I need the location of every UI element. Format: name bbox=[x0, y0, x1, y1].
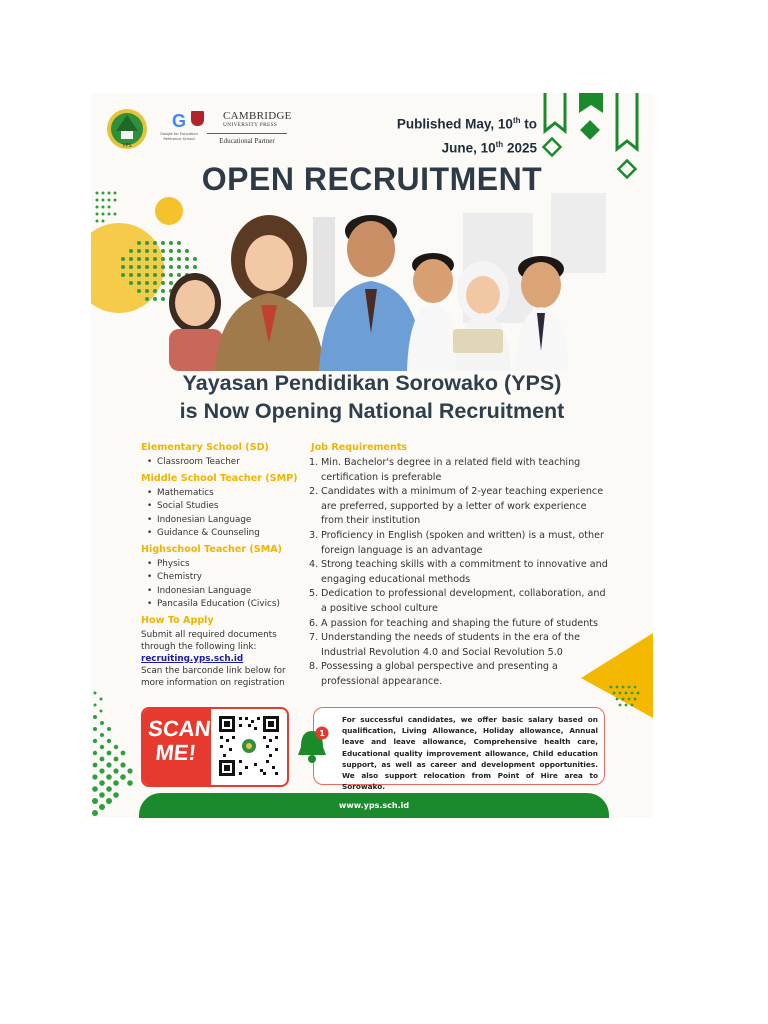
sma-list bbox=[141, 558, 306, 612]
benefits-box bbox=[313, 707, 605, 792]
list-item: • Guidance & Counseling bbox=[147, 527, 306, 541]
yps-title-line1: Yayasan Pendidikan Sorowako (YPS) bbox=[182, 371, 562, 395]
list-item: • Social Studies bbox=[147, 500, 306, 514]
requirement-item: 4. Strong teaching skills with a commitment to innovative and engaging educational methods bbox=[309, 559, 608, 585]
bell-badge: 1 bbox=[319, 729, 325, 738]
scan-me-box[interactable] bbox=[141, 707, 289, 787]
positions-column bbox=[141, 439, 306, 689]
list-item: • Indonesian Language bbox=[147, 514, 306, 528]
cambridge-logo bbox=[207, 111, 297, 145]
list-item: • Physics bbox=[147, 558, 306, 572]
qr-code-icon[interactable] bbox=[217, 714, 281, 778]
list-item: • Indonesian Language bbox=[147, 585, 306, 599]
requirement-item: 1. Min. Bachelor's degree in a related field with teaching certification is preferable bbox=[309, 457, 581, 483]
smp-heading: Middle School Teacher (SMP) bbox=[141, 472, 298, 484]
requirement-item: 7. Understanding the needs of students in the era of the Industrial Revolution 4.0 and Social Revolution 5.0 bbox=[309, 632, 580, 658]
cambridge-partner: Educational Partner bbox=[207, 133, 287, 145]
scan-instructions: Scan the barconde link below for more information on registration bbox=[141, 665, 286, 688]
list-item: • Pancasila Education (Civics) bbox=[147, 598, 306, 612]
bell-notification-icon bbox=[295, 725, 329, 765]
list-item: • Classroom Teacher bbox=[147, 456, 306, 470]
published-date: Published May, 10th to June, 10th 2025 bbox=[396, 116, 537, 155]
requirement-item: 2. Candidates with a minimum of 2-year teaching experience are preferred, supported by a letter of work experience from their institution bbox=[309, 486, 604, 527]
open-recruitment-headline: OPEN RECRUITMENT bbox=[201, 161, 543, 197]
students-teachers-illustration bbox=[91, 193, 653, 371]
benefits-text: For successful candidates, we offer basic salary based on qualification, Living Allowance, Holiday allowance, Annual leave and leave allowance, Comprehensive health care, Educational quality improvement allowance, Child education support, as well as career and development opportunities. We also support relocation from Point of Hire area to Sorowako. bbox=[342, 715, 598, 792]
list-item: • Mathematics bbox=[147, 487, 306, 501]
requirements-column bbox=[311, 439, 611, 690]
recruitment-poster bbox=[91, 93, 653, 818]
website-url[interactable]: www.yps.sch.id bbox=[338, 801, 410, 810]
scan-me-text: SCAN ME! bbox=[147, 716, 212, 765]
scan-me-label-bg bbox=[143, 709, 211, 785]
how-to-apply-heading: How To Apply bbox=[141, 614, 214, 626]
recruiting-link[interactable]: recruiting.yps.sch.id bbox=[141, 653, 244, 664]
requirement-item: 8. Possessing a global perspective and presenting a professional appearance. bbox=[309, 661, 558, 687]
cambridge-shield-icon bbox=[191, 111, 204, 126]
cambridge-subtitle: UNIVERSITY PRESS bbox=[223, 122, 278, 128]
footer-bar bbox=[139, 793, 609, 818]
sma-heading: Highschool Teacher (SMA) bbox=[141, 543, 283, 555]
apply-instructions: Submit all required documents through the following link: bbox=[141, 629, 277, 652]
sd-list bbox=[141, 456, 306, 470]
sd-heading: Elementary School (SD) bbox=[141, 442, 269, 453]
cambridge-title: CAMBRIDGE bbox=[223, 110, 292, 122]
google-caption: Google for Education Reference School bbox=[160, 132, 198, 141]
job-requirements-heading: Job Requirements bbox=[311, 442, 408, 453]
yps-logo-label: YPS bbox=[122, 143, 132, 149]
yps-title bbox=[91, 369, 653, 425]
google-g-icon: G bbox=[171, 111, 186, 131]
yps-logo-icon bbox=[105, 107, 149, 151]
smp-list bbox=[141, 487, 306, 541]
requirement-item: 3. Proficiency in English (spoken and written) is a must, other foreign language is an advantage bbox=[309, 529, 604, 556]
list-item: • Chemistry bbox=[147, 571, 306, 585]
requirements-list bbox=[311, 456, 611, 690]
yps-title-line2: is Now Opening National Recruitment bbox=[179, 399, 565, 423]
requirement-item: 5. Dedication to professional development, collaboration, and a positive school culture bbox=[309, 588, 606, 614]
requirement-item: 6. A passion for teaching and shaping the future of students bbox=[309, 617, 599, 629]
